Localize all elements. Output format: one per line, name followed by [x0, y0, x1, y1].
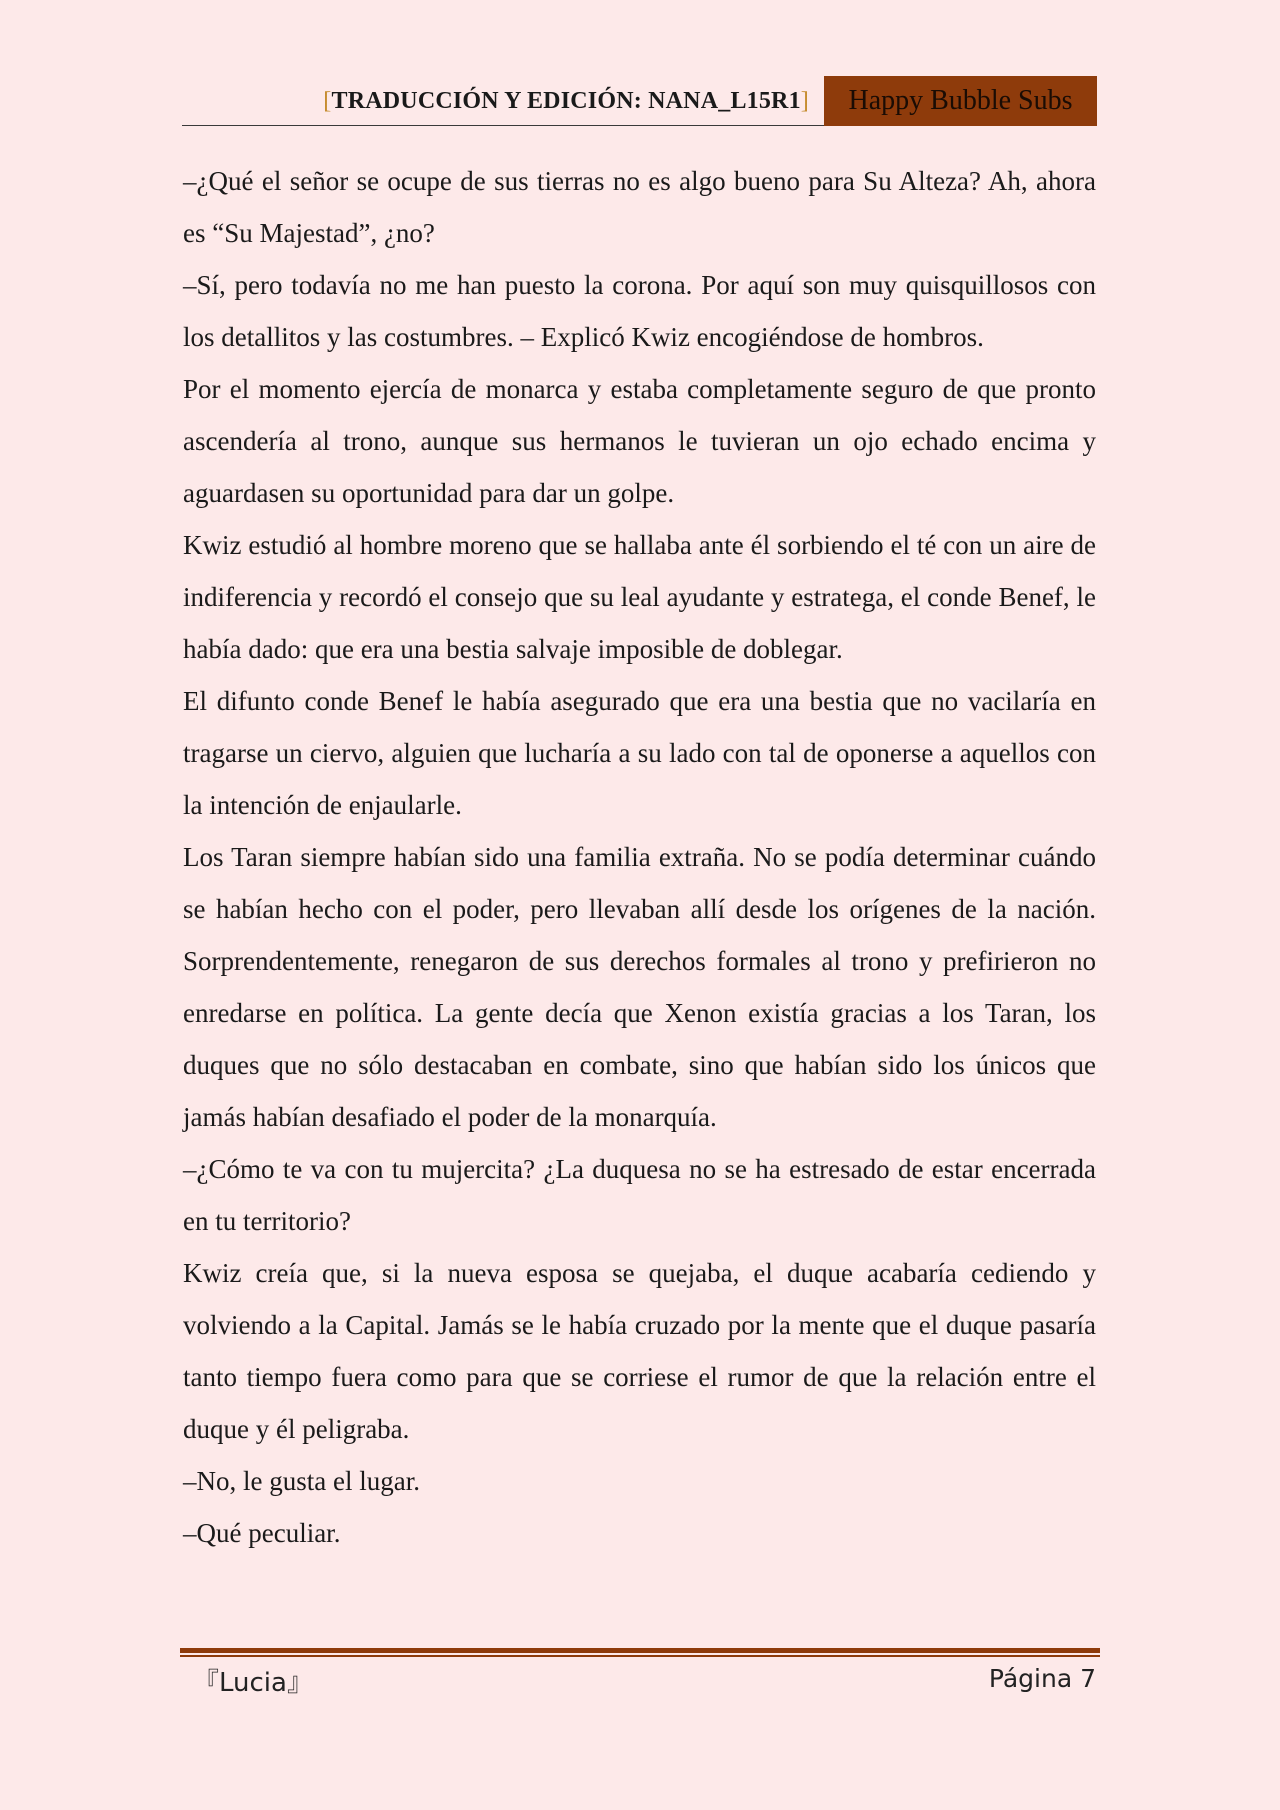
paragraph: –Sí, pero todavía no me han puesto la corona. Por aquí son muy quisquillosos con los detallitos y las costumbres. – Explicó Kwiz encogiéndose de hombros. [183, 270, 1096, 352]
paragraph: –No, le gusta el lugar. [183, 1466, 420, 1496]
page-number: Página 7 [988, 1664, 1096, 1693]
footer-book-title: 『Lucia』 [193, 1668, 313, 1698]
paragraph: El difunto conde Benef le había asegurado que era una bestia que no vacilaría en tragarse un ciervo, alguien que lucharía a su lado con tal de oponerse a aquellos con la intención de enjaularle. [183, 686, 1096, 820]
paragraph: Los Taran siempre habían sido una familia extraña. No se podía determinar cuándo se habían hecho con el poder, pero llevaban allí desde los orígenes de la nación. Sorprendentemente, renegaron de sus derechos formales al trono y prefirieron no enredarse en política. La gente decía que Xenon existía gracias a los Taran, los duques que no sólo destacaban en combate, sino que habían sido los únicos que jamás habían desafiado el poder de la monarquía. [183, 842, 1096, 1132]
footer-divider-thick [180, 1648, 1100, 1653]
header-underline [182, 125, 824, 126]
header-title [323, 88, 809, 115]
paragraph: Por el momento ejercía de monarca y estaba completamente seguro de que pronto ascendería al trono, aunque sus hermanos le tuvieran un ojo echado encima y aguardasen su oportunidad para dar un golpe. [183, 374, 1096, 508]
paragraph: Kwiz estudió al hombre moreno que se hallaba ante él sorbiendo el té con un aire de indiferencia y recordó el consejo que su leal ayudante y estratega, el conde Benef, le había dado: que era una bestia salvaje imposible de doblegar. [183, 530, 1096, 664]
header-title-text: TRADUCCIÓN Y EDICIÓN: NANA_L15R1 [331, 88, 801, 114]
header-bracket-close: ] [800, 88, 809, 114]
header-bracket-open: [ [323, 88, 332, 114]
paragraph: Kwiz creía que, si la nueva esposa se quejaba, el duque acabaría cediendo y volviendo a la Capital. Jamás se le había cruzado por la mente que el duque pasaría tanto tiempo fuera como para que se corriese el rumor de que la relación entre el duque y él peligraba. [183, 1258, 1096, 1444]
header-badge: Happy Bubble Subs [824, 76, 1097, 126]
footer-divider-thin [180, 1655, 1100, 1657]
paragraph: –Qué peculiar. [183, 1518, 341, 1548]
footer-divider [180, 1648, 1100, 1658]
paragraph: –¿Cómo te va con tu mujercita? ¿La duquesa no se ha estresado de estar encerrada en tu territorio? [183, 1154, 1096, 1236]
body-text [183, 155, 1096, 1559]
paragraph: –¿Qué el señor se ocupe de sus tierras no es algo bueno para Su Alteza? Ah, ahora es “Su Majestad”, ¿no? [183, 166, 1096, 248]
page-header [182, 76, 1097, 126]
